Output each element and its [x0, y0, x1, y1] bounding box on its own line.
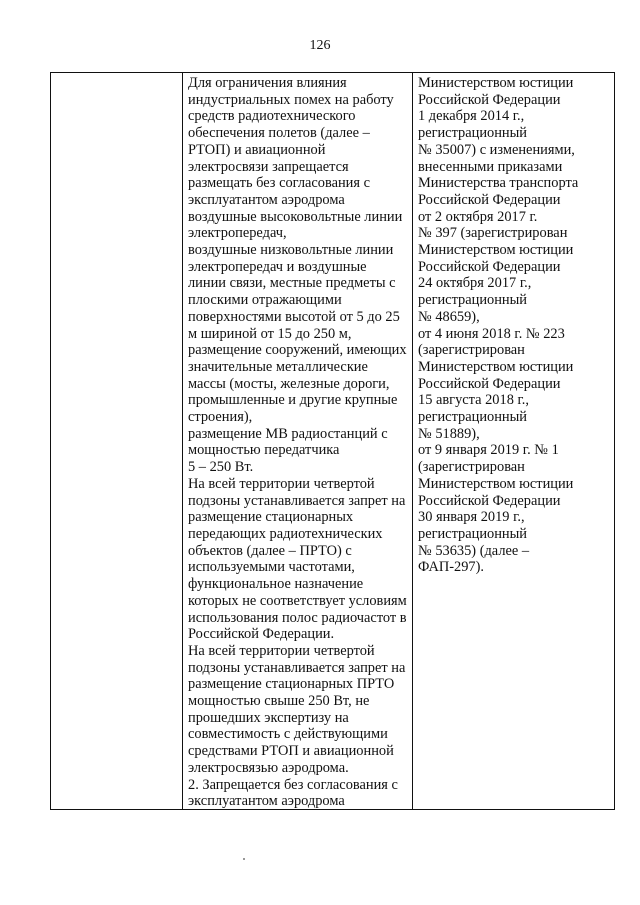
- text-line: 1 декабря 2014 г.,: [418, 108, 525, 125]
- text-line: передающих радиотехнических: [188, 525, 383, 542]
- requirements-cell: [188, 75, 412, 810]
- text-line: использования полос радиочастот в: [188, 609, 407, 626]
- text-line: электропередач,: [188, 225, 287, 242]
- text-line: функциональное назначение: [188, 576, 364, 593]
- text-line: индустриальных помех на работу: [188, 91, 394, 108]
- column-divider-right: [412, 73, 413, 809]
- scan-speck: [243, 858, 245, 860]
- text-line: Министерства транспорта: [418, 175, 579, 192]
- text-line: Российской Федерации: [418, 375, 561, 392]
- text-line: значительные металлические: [188, 358, 368, 375]
- text-line: электропередач и воздушные: [188, 258, 367, 275]
- text-line: размещение стационарных: [188, 509, 354, 526]
- text-line: № 53635) (далее –: [418, 542, 530, 559]
- text-line: воздушные высоковольтные линии: [188, 208, 403, 225]
- text-line: электросвязью аэродрома.: [188, 759, 349, 776]
- text-line: Российской Федерации: [418, 191, 561, 208]
- text-line: которых не соответствует условиям: [188, 592, 407, 609]
- legal-reference-cell: [418, 75, 614, 576]
- text-line: 30 января 2019 г.,: [418, 509, 525, 526]
- text-line: воздушные низковольтные линии: [188, 242, 394, 259]
- text-line: размещение сооружений, имеющих: [188, 342, 407, 359]
- text-line: размещение стационарных ПРТО: [188, 676, 395, 693]
- text-line: РТОП) и авиационной: [188, 141, 326, 158]
- text-line: мощностью передатчика: [188, 442, 340, 459]
- text-line: ФАП-297).: [418, 559, 485, 576]
- text-line: плоскими отражающими: [188, 292, 342, 309]
- text-line: массы (мосты, железные дороги,: [188, 375, 390, 392]
- text-line: № 35007) с изменениями,: [418, 141, 575, 158]
- text-line: обеспечения полетов (далее –: [188, 125, 370, 142]
- text-line: линии связи, местные предметы с: [188, 275, 396, 292]
- text-line: Министерством юстиции: [418, 242, 574, 259]
- text-line: регистрационный: [418, 125, 527, 142]
- text-line: мощностью свыше 250 Вт, не: [188, 693, 370, 710]
- text-line: от 2 октября 2017 г.: [418, 208, 538, 225]
- text-line: № 51889),: [418, 425, 480, 442]
- text-line: средств радиотехнического: [188, 108, 356, 125]
- text-line: 2. Запрещается без согласования с: [188, 776, 398, 793]
- text-line: размещать без согласования с: [188, 175, 370, 192]
- text-line: внесенными приказами: [418, 158, 563, 175]
- text-line: от 4 июня 2018 г. № 223: [418, 325, 565, 342]
- text-line: размещение МВ радиостанций с: [188, 425, 388, 442]
- text-line: Для ограничения влияния: [188, 75, 347, 91]
- text-line: № 48659),: [418, 308, 480, 325]
- text-line: поверхностями высотой от 5 до 25: [188, 308, 400, 325]
- text-line: 15 августа 2018 г.,: [418, 392, 529, 409]
- text-line: Российской Федерации: [418, 492, 561, 509]
- text-line: регистрационный: [418, 525, 527, 542]
- text-line: совместимость с действующими: [188, 726, 388, 743]
- text-line: строения),: [188, 409, 253, 426]
- text-line: Российской Федерации: [418, 91, 561, 108]
- text-line: (зарегистрирован: [418, 459, 525, 476]
- page-number: 126: [309, 38, 331, 53]
- text-line: подзоны устанавливается запрет на: [188, 492, 406, 509]
- text-line: промышленные и другие крупные: [188, 392, 398, 409]
- text-line: Российской Федерации: [418, 258, 561, 275]
- text-line: подзоны устанавливается запрет на: [188, 659, 406, 676]
- column-divider-left: [182, 73, 183, 809]
- text-line: 24 октября 2017 г.,: [418, 275, 532, 292]
- text-line: м шириной от 15 до 250 м,: [188, 325, 352, 342]
- text-line: электросвязи запрещается: [188, 158, 349, 175]
- text-line: эксплуатантом аэродрома: [188, 793, 345, 810]
- text-line: № 397 (зарегистрирован: [418, 225, 568, 242]
- text-line: объектов (далее – ПРТО) с: [188, 542, 352, 559]
- text-line: На всей территории четвертой: [188, 475, 375, 492]
- text-line: средствами РТОП и авиационной: [188, 743, 394, 760]
- text-line: эксплуатантом аэродрома: [188, 191, 345, 208]
- text-line: Российской Федерации.: [188, 626, 335, 643]
- text-line: (зарегистрирован: [418, 342, 525, 359]
- text-line: регистрационный: [418, 292, 527, 309]
- text-line: На всей территории четвертой: [188, 642, 375, 659]
- text-line: используемыми частотами,: [188, 559, 355, 576]
- text-line: Министерством юстиции: [418, 358, 574, 375]
- text-line: 5 – 250 Вт.: [188, 459, 254, 476]
- document-table: [50, 72, 615, 810]
- text-line: прошедших экспертизу на: [188, 709, 349, 726]
- text-line: от 9 января 2019 г. № 1: [418, 442, 559, 459]
- text-line: Министерством юстиции: [418, 475, 574, 492]
- text-line: Министерством юстиции: [418, 75, 574, 91]
- text-line: регистрационный: [418, 409, 527, 426]
